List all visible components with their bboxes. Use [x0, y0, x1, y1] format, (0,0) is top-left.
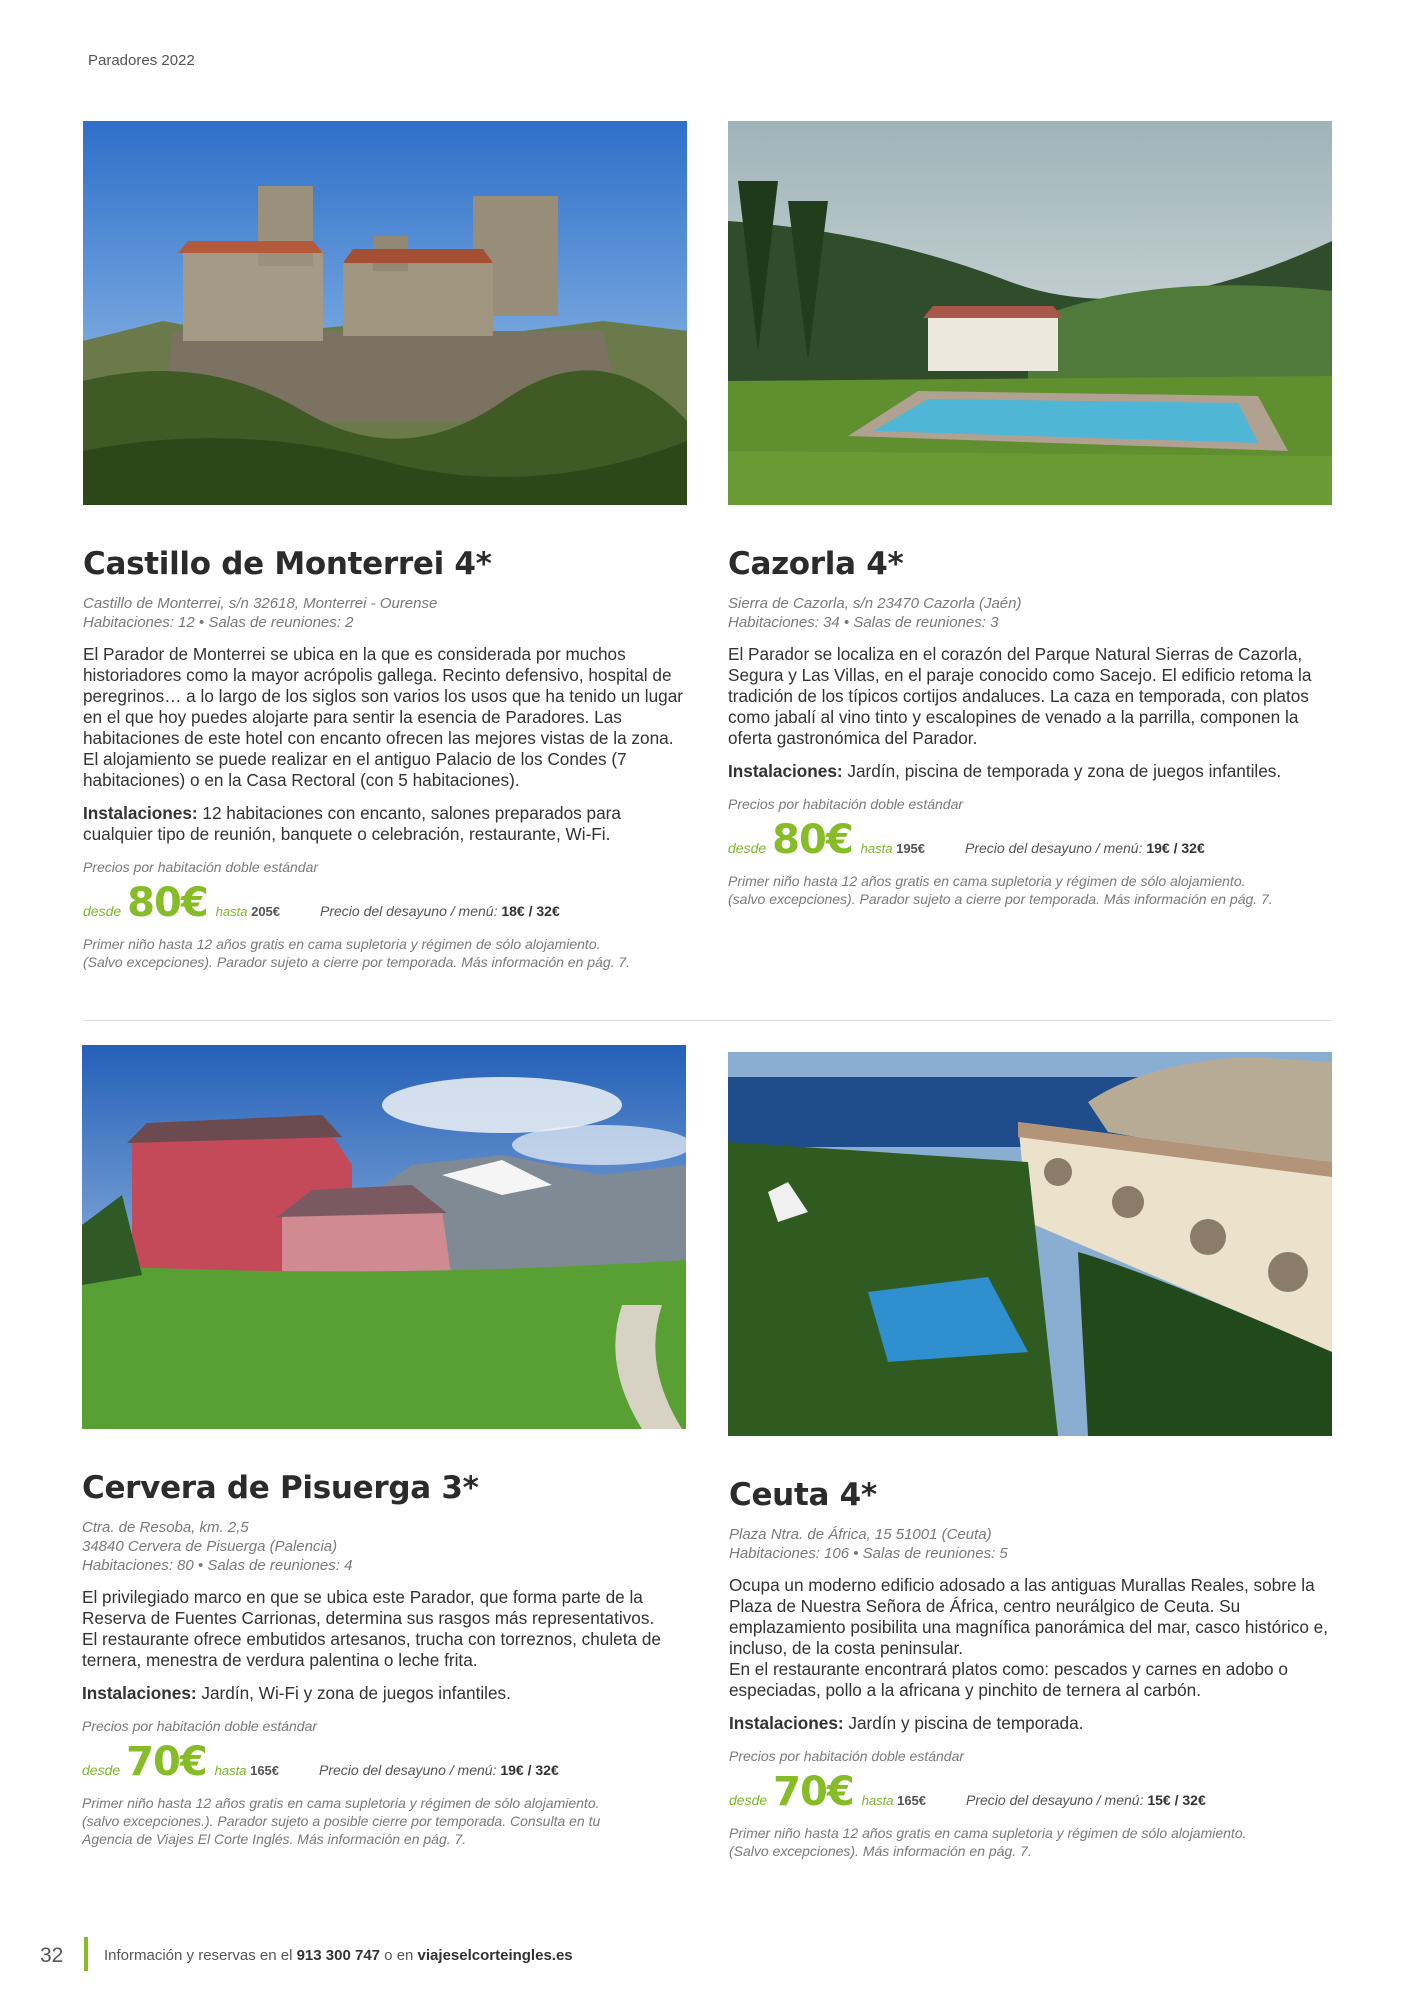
card-description: El privilegiado marco en que se ubica este Parador, que forma parte de la Reserva de Fuentes Carrionas, determina sus rasgos más representativos. El restaurante ofrece embutidos artesanos, trucha con torreznos, chuleta de ternera, menestra de verdura palentina o leche frita.	[82, 1587, 661, 1670]
card-footnote: Primer niño hasta 12 años gratis en cama supletoria y régimen de sólo alojamiento. (Salvo excepciones). Más información en pág. 7.	[729, 1825, 1247, 1859]
card-title: Ceuta 4*	[729, 1477, 877, 1513]
photo-cazorla	[728, 121, 1332, 505]
breakfast-price: Precio del desayuno / menú: 18€ / 32€	[320, 903, 560, 919]
card-title: Castillo de Monterrei 4*	[83, 546, 492, 582]
price-row: desde 80€ hasta 205€ Precio del desayuno / menú: 18€ / 32€	[83, 880, 560, 926]
card-description: Ocupa un moderno edificio adosado a las antiguas Murallas Reales, sobre la Plaza de Nuestra Señora de África, centro neurálgico de Ceuta. Su emplazamiento posibilita una magnífica panorámica del mar, casco histórico e, incluso, de la costa peninsular. En el restaurante encontrará platos como: pescados y carnes en adobo o especiadas, pollo a la africana y pinchito de ternera al carbón.	[729, 1575, 1329, 1700]
price-row: desde 70€ hasta 165€ Precio del desayuno / menú: 19€ / 32€	[82, 1739, 559, 1785]
card-installations: Instalaciones: Jardín, piscina de temporada y zona de juegos infantiles.	[728, 761, 1282, 781]
card-installations: Instalaciones: 12 habitaciones con encanto, salones preparados para cualquier tipo de reunión, banquete o celebración, restaurante, Wi-Fi.	[83, 803, 621, 844]
footer-accent-bar	[84, 1937, 88, 1971]
page-footer	[0, 1935, 1414, 1975]
card-description: El Parador de Monterrei se ubica en la que es considerada por muchos historiadores como la mayor acrópolis gallega. Recinto defensivo, hospital de peregrinos… a lo largo de los siglos son varios los usos que ha tenido un lugar en el que hoy puedes alojarte para sentir la esencia de Paradores. Las habitaciones de este hotel con encanto ofrecen las mejores vistas de la zona. El alojamiento se puede realizar en el antiguo Palacio de los Condes (7 habitaciones) o en la Casa Rectoral (con 5 habitaciones).	[83, 644, 684, 790]
section-divider	[83, 1020, 1331, 1021]
footer-contact: Información y reservas en el 913 300 747 o en viajeselcorteingles.es	[104, 1947, 573, 1964]
price-note: Precios por habitación doble estándar	[83, 859, 319, 875]
card-address: Castillo de Monterrei, s/n 32618, Monterrei - Ourense Habitaciones: 12 • Salas de reuniones: 2	[83, 595, 438, 631]
price-amount: 70€	[126, 1739, 207, 1785]
card-address: Ctra. de Resoba, km. 2,5 34840 Cervera de Pisuerga (Palencia) Habitaciones: 80 • Salas de reuniones: 4	[82, 1519, 353, 1574]
price-amount: 80€	[127, 880, 208, 926]
card-ceuta	[729, 1477, 1333, 1860]
card-footnote: Primer niño hasta 12 años gratis en cama supletoria y régimen de sólo alojamiento. (salvo excepciones). Parador sujeto a cierre por temporada. Más información en pág. 7.	[728, 873, 1273, 907]
price-note: Precios por habitación doble estándar	[82, 1718, 318, 1734]
card-address: Plaza Ntra. de África, 15 51001 (Ceuta) Habitaciones: 106 • Salas de reuniones: 5	[729, 1526, 1008, 1562]
card-cazorla	[728, 546, 1332, 908]
breakfast-price: Precio del desayuno / menú: 19€ / 32€	[319, 1762, 559, 1778]
page-number: 32	[40, 1944, 64, 1967]
card-installations: Instalaciones: Jardín y piscina de temporada.	[729, 1713, 1084, 1733]
footer-website-link[interactable]: viajeselcorteingles.es	[417, 1947, 573, 1964]
price-row: desde 70€ hasta 165€ Precio del desayuno / menú: 15€ / 32€	[729, 1769, 1206, 1815]
card-address: Sierra de Cazorla, s/n 23470 Cazorla (Jaén) Habitaciones: 34 • Salas de reuniones: 3	[728, 595, 1022, 631]
card-description: El Parador se localiza en el corazón del Parque Natural Sierras de Cazorla, Segura y Las Villas, en el paraje conocido como Sacejo. El edificio retoma la tradición de los típicos cortijos andaluces. La caza en temporada, con platos como jabalí al vino tinto y escalopines de venado a la parrilla, componen la oferta gastronómica del Parador.	[728, 644, 1312, 748]
card-footnote: Primer niño hasta 12 años gratis en cama supletoria y régimen de sólo alojamiento. (salvo excepciones.). Parador sujeto a posible cierre por temporada. Consulta en tu Agencia de Viajes El Corte Inglés. Más información en pág. 7.	[82, 1795, 601, 1847]
photo-cervera-pisuerga	[82, 1045, 686, 1429]
card-castillo-monterrei	[83, 546, 687, 971]
price-note: Precios por habitación doble estándar	[729, 1748, 965, 1764]
card-footnote: Primer niño hasta 12 años gratis en cama supletoria y régimen de sólo alojamiento. (Salvo excepciones). Parador sujeto a cierre por temporada. Más información en pág. 7.	[83, 936, 631, 970]
card-title: Cazorla 4*	[728, 546, 904, 582]
photo-castillo-monterrei	[83, 121, 687, 505]
card-title: Cervera de Pisuerga 3*	[82, 1470, 479, 1506]
price-amount: 70€	[773, 1769, 854, 1815]
card-installations: Instalaciones: Jardín, Wi-Fi y zona de juegos infantiles.	[82, 1683, 511, 1703]
price-amount: 80€	[772, 817, 853, 863]
breakfast-price: Precio del desayuno / menú: 15€ / 32€	[966, 1792, 1206, 1808]
price-row: desde 80€ hasta 195€ Precio del desayuno / menú: 19€ / 32€	[728, 817, 1205, 863]
price-note: Precios por habitación doble estándar	[728, 796, 964, 812]
breakfast-price: Precio del desayuno / menú: 19€ / 32€	[965, 840, 1205, 856]
footer-phone: 913 300 747	[296, 1947, 381, 1964]
photo-ceuta	[728, 1052, 1332, 1436]
card-cervera-pisuerga	[82, 1470, 686, 1848]
header-label: Paradores 2022	[88, 52, 195, 69]
